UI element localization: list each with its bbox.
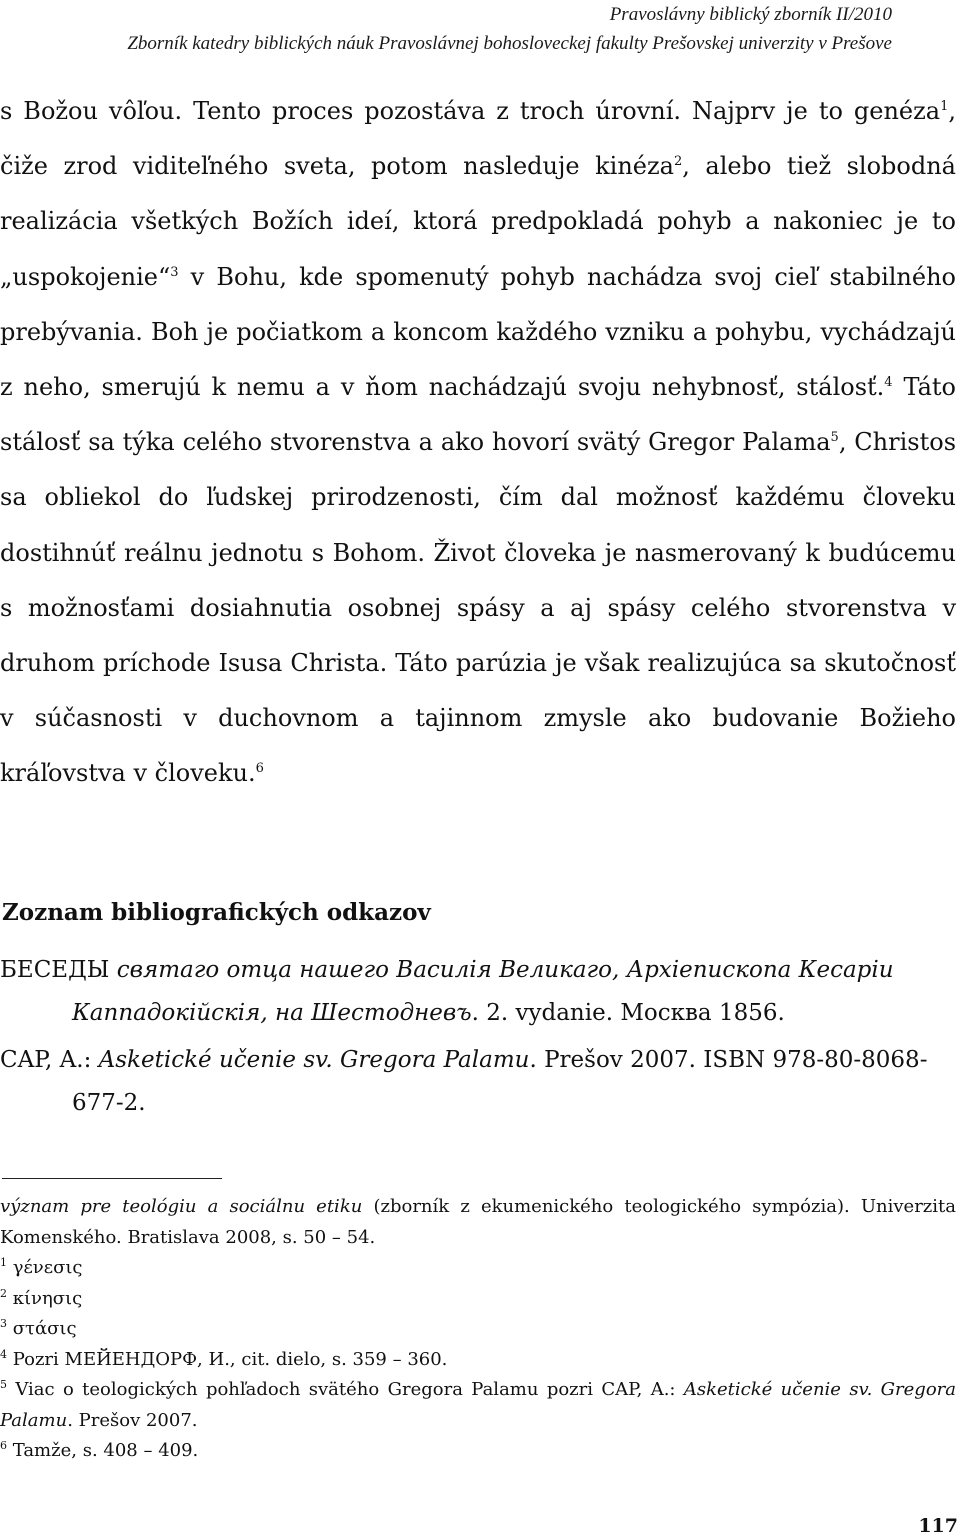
footnote-ref[interactable]: 3 (170, 264, 179, 280)
footnote-number: 6 (0, 1439, 7, 1452)
bibliography-entry (0, 949, 956, 1035)
footnote-text: . Prešov 2007. (67, 1409, 198, 1431)
bib-title: Asketické učenie sv. Gregora Palamu (98, 1047, 530, 1073)
footnote-number: 1 (0, 1256, 7, 1269)
footnote-ref[interactable]: 4 (884, 375, 893, 391)
running-header (127, 0, 892, 58)
footnote-number: 3 (0, 1317, 7, 1330)
footnote-1 (0, 1253, 956, 1284)
footnote-text: (zborník z ekumenického teologického sympózia). Univerzita Komenského. Bratislava 2008, s. 50 – 54. (0, 1196, 957, 1248)
bib-details: . Prešov 2007. ISBN 978-80-8068-677-2. (72, 1047, 928, 1116)
body-text-part: Táto stálosť sa týka celého stvorenstva a ako hovorí svätý Gregor Palama (0, 373, 956, 457)
bib-author: CAP, A.: (0, 1047, 99, 1073)
footnote-text: Tamže, s. 408 – 409. (7, 1440, 199, 1461)
bibliography-list (0, 949, 956, 1129)
bibliography-entry (0, 1039, 956, 1125)
footnote-number: 2 (0, 1286, 7, 1300)
footnote-text: Viac o teologických pohľadoch svätého Gregora Palamu pozri CAP, A.: (7, 1379, 684, 1400)
footnote-continuation (0, 1192, 956, 1253)
bib-author: БЕСЕДЫ (0, 957, 117, 983)
footnote-ref[interactable]: 1 (940, 99, 949, 114)
bib-title: святаго отца нашего Василія Великаго, Архіепископа Кесаріи Каппадокійскія, на Шестодневъ (72, 957, 894, 1026)
footnote-text: Pozri МЕЙЕНДОРФ, И., cit. dielo, s. 359 – 360. (7, 1348, 448, 1370)
footnote-text: γένεσις (7, 1257, 83, 1278)
body-text-part: s Božou vôľou. Tento proces pozostáva z troch úrovní. Najprv je to genéza (0, 97, 941, 125)
footnote-4 (0, 1345, 956, 1376)
footnote-italic: význam pre teológiu a sociálnu etiku (0, 1196, 363, 1217)
footnote-divider (2, 1178, 222, 1179)
footnote-ref[interactable]: 5 (830, 430, 839, 446)
body-text-part: , alebo tiež slobodná realizácia všetkých Božích ideí, ktorá predpokladá pohyb a nakoniec je to „uspokojenie“ (0, 152, 956, 291)
footnote-italic: Asketické učenie sv. Gregora Palamu (0, 1379, 956, 1431)
footnote-ref[interactable]: 2 (673, 154, 683, 170)
body-text-part: v Bohu, kde spomenutý pohyb nachádza svoj cieľ stabilného prebývania. Boh je počiatkom a koncom každého vzniku a pohybu, vychádzajú z neho, smerujú k nemu a v ňom nachádzajú svoju nehybnosť, stálosť. (0, 262, 956, 402)
footnote-number: 4 (0, 1347, 7, 1361)
body-text-part: , Christos sa obliekol do ľudskej prirodzenosti, čím dal možnosť každému človeku dostihnúť reálnu jednotu s Bohom. Život človeka je nasmerovaný k budúcemu s možnosťami dosiahnutia osobnej spásy a aj spásy celého stvorenstva v druhom príchode Isusa Christa. Táto parúzia je však realizujúca sa skutočnosť v súčasnosti v duchovnom a tajinnom zmysle ako budovanie Božieho kráľovstva v človeku. (0, 428, 957, 788)
footnote-text: κίνησις (7, 1287, 83, 1309)
footnote-ref[interactable]: 6 (255, 761, 264, 777)
footnote-3 (0, 1314, 956, 1345)
footnote-text: στάσις (7, 1318, 77, 1339)
footnotes (0, 1192, 956, 1467)
page-number: 117 (918, 1515, 958, 1537)
body-text-part: , čiže zrod viditeľného sveta, potom nasleduje kinéza (0, 97, 956, 181)
body-paragraph (0, 84, 956, 802)
bib-details: . 2. vydanie. Москва 1856. (471, 1000, 785, 1026)
footnote-2 (0, 1284, 956, 1315)
footnote-6 (0, 1436, 956, 1467)
footnote-number: 5 (0, 1378, 7, 1391)
bibliography-heading: Zoznam bibliografických odkazov (2, 899, 431, 926)
journal-title: Pravoslávny biblický zborník II/2010 (609, 4, 892, 25)
footnote-5 (0, 1375, 956, 1436)
journal-subtitle: Zborník katedry biblických náuk Pravoslávnej bohosloveckej fakulty Prešovskej univerzity v Prešove (127, 33, 892, 54)
